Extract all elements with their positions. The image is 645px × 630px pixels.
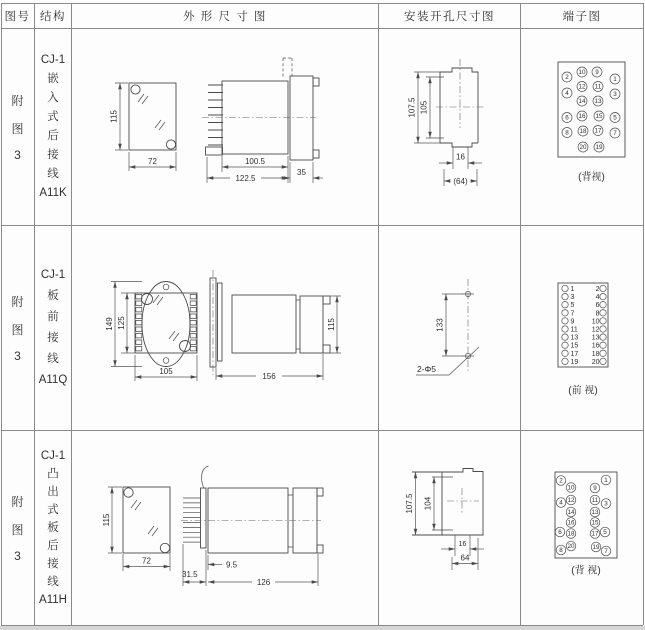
structure-char: 入 xyxy=(47,92,59,104)
mounting-drawing-a11k xyxy=(378,28,520,225)
dim-pin-length xyxy=(182,544,206,586)
svg-text:15: 15 xyxy=(595,113,603,121)
type-code: A11K xyxy=(39,187,67,199)
view-caption: (背 视) xyxy=(571,565,601,577)
dim-label: 72 xyxy=(148,157,157,166)
front-view xyxy=(129,83,176,150)
svg-text:10: 10 xyxy=(567,484,575,492)
dim-mount-height-inner xyxy=(424,477,435,530)
dim-label: 16 xyxy=(458,541,467,548)
dim-label: 104 xyxy=(423,496,433,511)
header-terminal: 端子图 xyxy=(562,10,602,23)
svg-text:17: 17 xyxy=(570,350,579,358)
terminal xyxy=(590,529,600,539)
svg-text:11: 11 xyxy=(591,497,599,505)
structure-char: 接 xyxy=(47,557,59,570)
terminal xyxy=(590,518,600,528)
svg-text:15: 15 xyxy=(570,342,579,350)
hatch-mark xyxy=(153,295,163,305)
terminal xyxy=(593,82,603,92)
svg-text:8: 8 xyxy=(559,547,563,555)
dim-mount-height-outer xyxy=(405,472,416,535)
dim-front-height-inner xyxy=(117,293,135,353)
terminal xyxy=(590,495,600,505)
front-view xyxy=(123,487,170,553)
structure-char: 式 xyxy=(47,503,59,516)
page-edge-strip xyxy=(0,626,645,630)
dim-label: 107.5 xyxy=(407,97,417,118)
hole-callout xyxy=(416,347,479,375)
structure-char: 接 xyxy=(47,149,59,161)
svg-text:7: 7 xyxy=(613,130,617,138)
terminal xyxy=(566,495,576,505)
dim-front-width xyxy=(129,152,176,171)
terminal-row xyxy=(562,318,606,326)
terminal-row xyxy=(562,285,606,293)
svg-text:6: 6 xyxy=(558,529,562,537)
svg-text:4: 4 xyxy=(559,499,563,507)
dim-gap xyxy=(208,555,238,570)
terminals-grid xyxy=(562,67,620,152)
model-label: CJ-1 xyxy=(40,54,66,66)
header-outline: 外 形 尺 寸 图 xyxy=(183,10,267,23)
structure-char: 嵌 xyxy=(47,73,59,85)
dim-slot-width xyxy=(439,153,482,164)
handle-outline xyxy=(283,58,292,78)
svg-text:3: 3 xyxy=(613,91,617,99)
terminal-pins xyxy=(208,85,223,145)
dim-label: (64) xyxy=(453,176,468,186)
outline-drawing-a11k xyxy=(71,28,378,225)
terminal xyxy=(590,507,600,517)
terminal xyxy=(590,483,600,493)
svg-text:6: 6 xyxy=(565,114,569,122)
terminal-strip-left xyxy=(136,295,142,351)
terminal xyxy=(592,67,602,77)
dim-label: 72 xyxy=(142,556,151,566)
hatch-mark xyxy=(148,526,158,536)
figure-char: 图 xyxy=(11,121,24,136)
terminal xyxy=(566,518,576,528)
dim-label: 35 xyxy=(297,168,306,177)
terminal xyxy=(577,82,587,92)
svg-text:13: 13 xyxy=(594,98,602,106)
svg-text:2: 2 xyxy=(565,74,569,82)
figure-char: 图 xyxy=(11,322,24,337)
svg-text:19: 19 xyxy=(592,544,600,552)
structure-a11q xyxy=(35,225,71,430)
svg-text:9: 9 xyxy=(593,485,597,493)
figure-char: 附 xyxy=(11,93,24,108)
dim-hole-distance xyxy=(436,294,464,356)
structure-a11h xyxy=(35,430,71,625)
terminal xyxy=(578,142,588,152)
dim-mount-width xyxy=(444,169,477,186)
hatch-mark xyxy=(169,331,179,341)
terminal-box xyxy=(558,283,608,367)
structure-char: 式 xyxy=(47,111,59,123)
dim-label: 107.5 xyxy=(405,493,414,514)
svg-text:8: 8 xyxy=(565,129,569,137)
dim-label: 149 xyxy=(105,317,114,331)
dim-label: 105 xyxy=(419,100,429,115)
outline-drawing-a11h xyxy=(71,430,378,625)
figure-char: 图 xyxy=(11,522,24,537)
terminal xyxy=(600,527,610,537)
svg-text:3: 3 xyxy=(604,500,608,508)
svg-text:12: 12 xyxy=(591,326,600,334)
terminal-diagram-a11h xyxy=(520,430,645,625)
front-view xyxy=(135,282,197,367)
svg-text:5: 5 xyxy=(570,302,575,310)
svg-text:12: 12 xyxy=(567,497,575,505)
cutout-outline xyxy=(412,469,483,557)
terminal xyxy=(566,541,576,551)
svg-text:13: 13 xyxy=(591,334,600,342)
svg-text:17: 17 xyxy=(594,127,602,135)
dim-label: 133 xyxy=(435,318,445,332)
terminals-list xyxy=(562,285,606,366)
dim-label: 9.5 xyxy=(226,560,238,570)
terminal xyxy=(601,475,611,485)
figure-no-row2 xyxy=(1,225,34,430)
dim-label: 115 xyxy=(327,318,336,331)
mounting-drawing-a11h xyxy=(378,430,520,625)
dim-label: 125 xyxy=(117,316,126,330)
svg-text:16: 16 xyxy=(591,342,600,350)
svg-text:9: 9 xyxy=(595,69,599,77)
model-label: CJ-1 xyxy=(40,269,66,281)
terminal xyxy=(566,529,576,539)
type-code: A11Q xyxy=(38,374,68,386)
structure-char: 线 xyxy=(47,168,59,180)
side-view xyxy=(181,466,323,553)
model-label: CJ-1 xyxy=(40,449,66,462)
svg-text:1: 1 xyxy=(613,76,617,84)
figure-char: 3 xyxy=(14,348,21,363)
terminal-diagram-a11k xyxy=(520,28,645,225)
svg-text:18: 18 xyxy=(591,350,600,358)
dim-depth xyxy=(216,354,323,381)
svg-text:20: 20 xyxy=(567,543,575,551)
terminal xyxy=(610,89,620,99)
terminal xyxy=(555,527,565,537)
hatch-mark xyxy=(131,500,141,510)
dim-label: 105 xyxy=(159,367,173,376)
structure-char: 后 xyxy=(47,539,59,552)
structure-char: 凸 xyxy=(47,467,59,480)
svg-text:4: 4 xyxy=(595,294,600,302)
svg-text:1: 1 xyxy=(604,477,608,485)
terminal-row xyxy=(562,350,606,358)
header-mounting: 安装开孔尺寸图 xyxy=(404,10,495,23)
svg-text:10: 10 xyxy=(591,318,600,326)
svg-text:6: 6 xyxy=(595,302,600,310)
svg-text:12: 12 xyxy=(578,83,586,91)
terminal xyxy=(556,545,566,555)
hatch-mark xyxy=(138,94,148,104)
dim-label: 16 xyxy=(456,152,465,162)
terminal-row xyxy=(562,310,606,318)
svg-text:9: 9 xyxy=(570,318,575,326)
terminal xyxy=(562,72,572,82)
terminal-pins xyxy=(183,498,201,542)
terminal-row xyxy=(562,302,606,310)
terminal xyxy=(577,96,587,106)
svg-text:16: 16 xyxy=(578,113,586,121)
terminal xyxy=(562,128,572,138)
terminal xyxy=(610,74,620,84)
dim-label: 64 xyxy=(460,553,470,563)
terminal-row xyxy=(562,334,606,342)
structure-char: 板 xyxy=(47,290,59,302)
structure-char: 接 xyxy=(47,332,59,344)
terminal xyxy=(593,126,603,136)
svg-text:14: 14 xyxy=(578,98,586,106)
terminal xyxy=(556,476,566,486)
terminal xyxy=(591,542,601,552)
svg-text:2: 2 xyxy=(559,477,563,485)
figure-char: 3 xyxy=(14,548,21,563)
svg-text:15: 15 xyxy=(591,519,599,527)
svg-text:16: 16 xyxy=(567,519,575,527)
terminal xyxy=(566,507,576,517)
dim-label: 115 xyxy=(109,110,119,123)
side-view xyxy=(202,58,319,160)
dim-slot-width xyxy=(441,541,484,549)
terminal xyxy=(577,111,587,121)
svg-text:13: 13 xyxy=(570,334,579,342)
terminal-diagram-a11q xyxy=(520,225,645,430)
structure-char: 出 xyxy=(47,485,59,498)
hatch-mark xyxy=(155,120,165,130)
svg-text:1: 1 xyxy=(570,286,575,293)
svg-text:20: 20 xyxy=(591,358,600,366)
terminal xyxy=(577,67,587,77)
svg-text:13: 13 xyxy=(591,509,599,517)
dim-front-height xyxy=(102,487,122,553)
dim-mount-height-inner xyxy=(420,77,431,138)
mounting-drawing-a11q xyxy=(378,225,520,430)
svg-text:18: 18 xyxy=(567,530,575,538)
terminal xyxy=(594,111,604,121)
side-view xyxy=(210,270,330,375)
terminal-row xyxy=(562,326,606,334)
svg-text:20: 20 xyxy=(579,144,587,152)
dim-front-width xyxy=(123,554,170,571)
svg-text:4: 4 xyxy=(565,90,569,98)
structure-char: 板 xyxy=(47,521,59,534)
terminal-row xyxy=(562,358,606,366)
terminals-grid xyxy=(555,475,611,556)
header-figure: 图号 xyxy=(4,10,31,23)
terminal xyxy=(593,96,603,106)
svg-text:17: 17 xyxy=(591,530,599,538)
dim-side-height xyxy=(327,296,341,353)
dim-label: 156 xyxy=(262,372,276,381)
terminal-box xyxy=(555,472,617,558)
terminal xyxy=(594,142,604,152)
terminal-strip-right xyxy=(190,295,196,351)
header-structure: 结构 xyxy=(40,10,66,23)
svg-text:2: 2 xyxy=(595,286,600,293)
structure-a11k xyxy=(35,28,71,225)
dim-label: 100.5 xyxy=(244,157,266,166)
terminal xyxy=(556,498,566,508)
figure-char: 附 xyxy=(11,494,24,509)
terminal-row xyxy=(562,293,606,301)
terminal xyxy=(601,499,611,509)
terminal xyxy=(562,88,572,98)
view-caption: (背视) xyxy=(578,172,605,183)
svg-text:11: 11 xyxy=(594,83,602,91)
outline-drawing-a11q xyxy=(71,225,378,430)
terminal xyxy=(562,113,572,123)
terminal xyxy=(566,483,576,493)
structure-char: 线 xyxy=(47,353,59,365)
dim-front-width xyxy=(135,355,197,381)
dim-label: 126 xyxy=(256,578,271,587)
terminal xyxy=(610,128,620,138)
handle-hook xyxy=(202,466,209,488)
svg-text:18: 18 xyxy=(579,128,587,136)
terminal xyxy=(578,126,588,136)
dim-label: 122.5 xyxy=(235,173,256,183)
svg-text:11: 11 xyxy=(570,326,578,334)
svg-text:14: 14 xyxy=(567,509,575,517)
structure-char: 后 xyxy=(47,130,59,142)
structure-char: 前 xyxy=(47,311,59,323)
svg-text:7: 7 xyxy=(604,548,608,556)
dim-front-height xyxy=(110,83,129,150)
svg-text:8: 8 xyxy=(595,310,600,318)
svg-text:19: 19 xyxy=(595,144,603,152)
figure-no-row1 xyxy=(1,28,34,225)
figure-char: 3 xyxy=(14,147,21,162)
type-code: A11H xyxy=(39,593,67,606)
svg-text:10: 10 xyxy=(578,69,586,77)
dim-label: 31.5 xyxy=(182,570,198,579)
hole-label: 2-Φ5 xyxy=(416,364,437,374)
svg-text:5: 5 xyxy=(613,114,617,122)
terminal xyxy=(610,113,620,123)
dim-label: 115 xyxy=(102,513,111,527)
terminal-row xyxy=(562,342,606,350)
figure-char: 附 xyxy=(11,294,24,309)
terminal xyxy=(601,546,611,556)
svg-text:3: 3 xyxy=(570,294,575,302)
svg-text:5: 5 xyxy=(603,529,607,537)
view-caption: (前 视) xyxy=(568,385,598,397)
svg-text:7: 7 xyxy=(570,310,575,318)
figure-no-row3 xyxy=(1,430,34,625)
svg-text:19: 19 xyxy=(570,358,579,366)
dim-depth xyxy=(208,554,318,587)
structure-char: 线 xyxy=(47,575,59,588)
dim-flange-depth xyxy=(280,162,323,183)
